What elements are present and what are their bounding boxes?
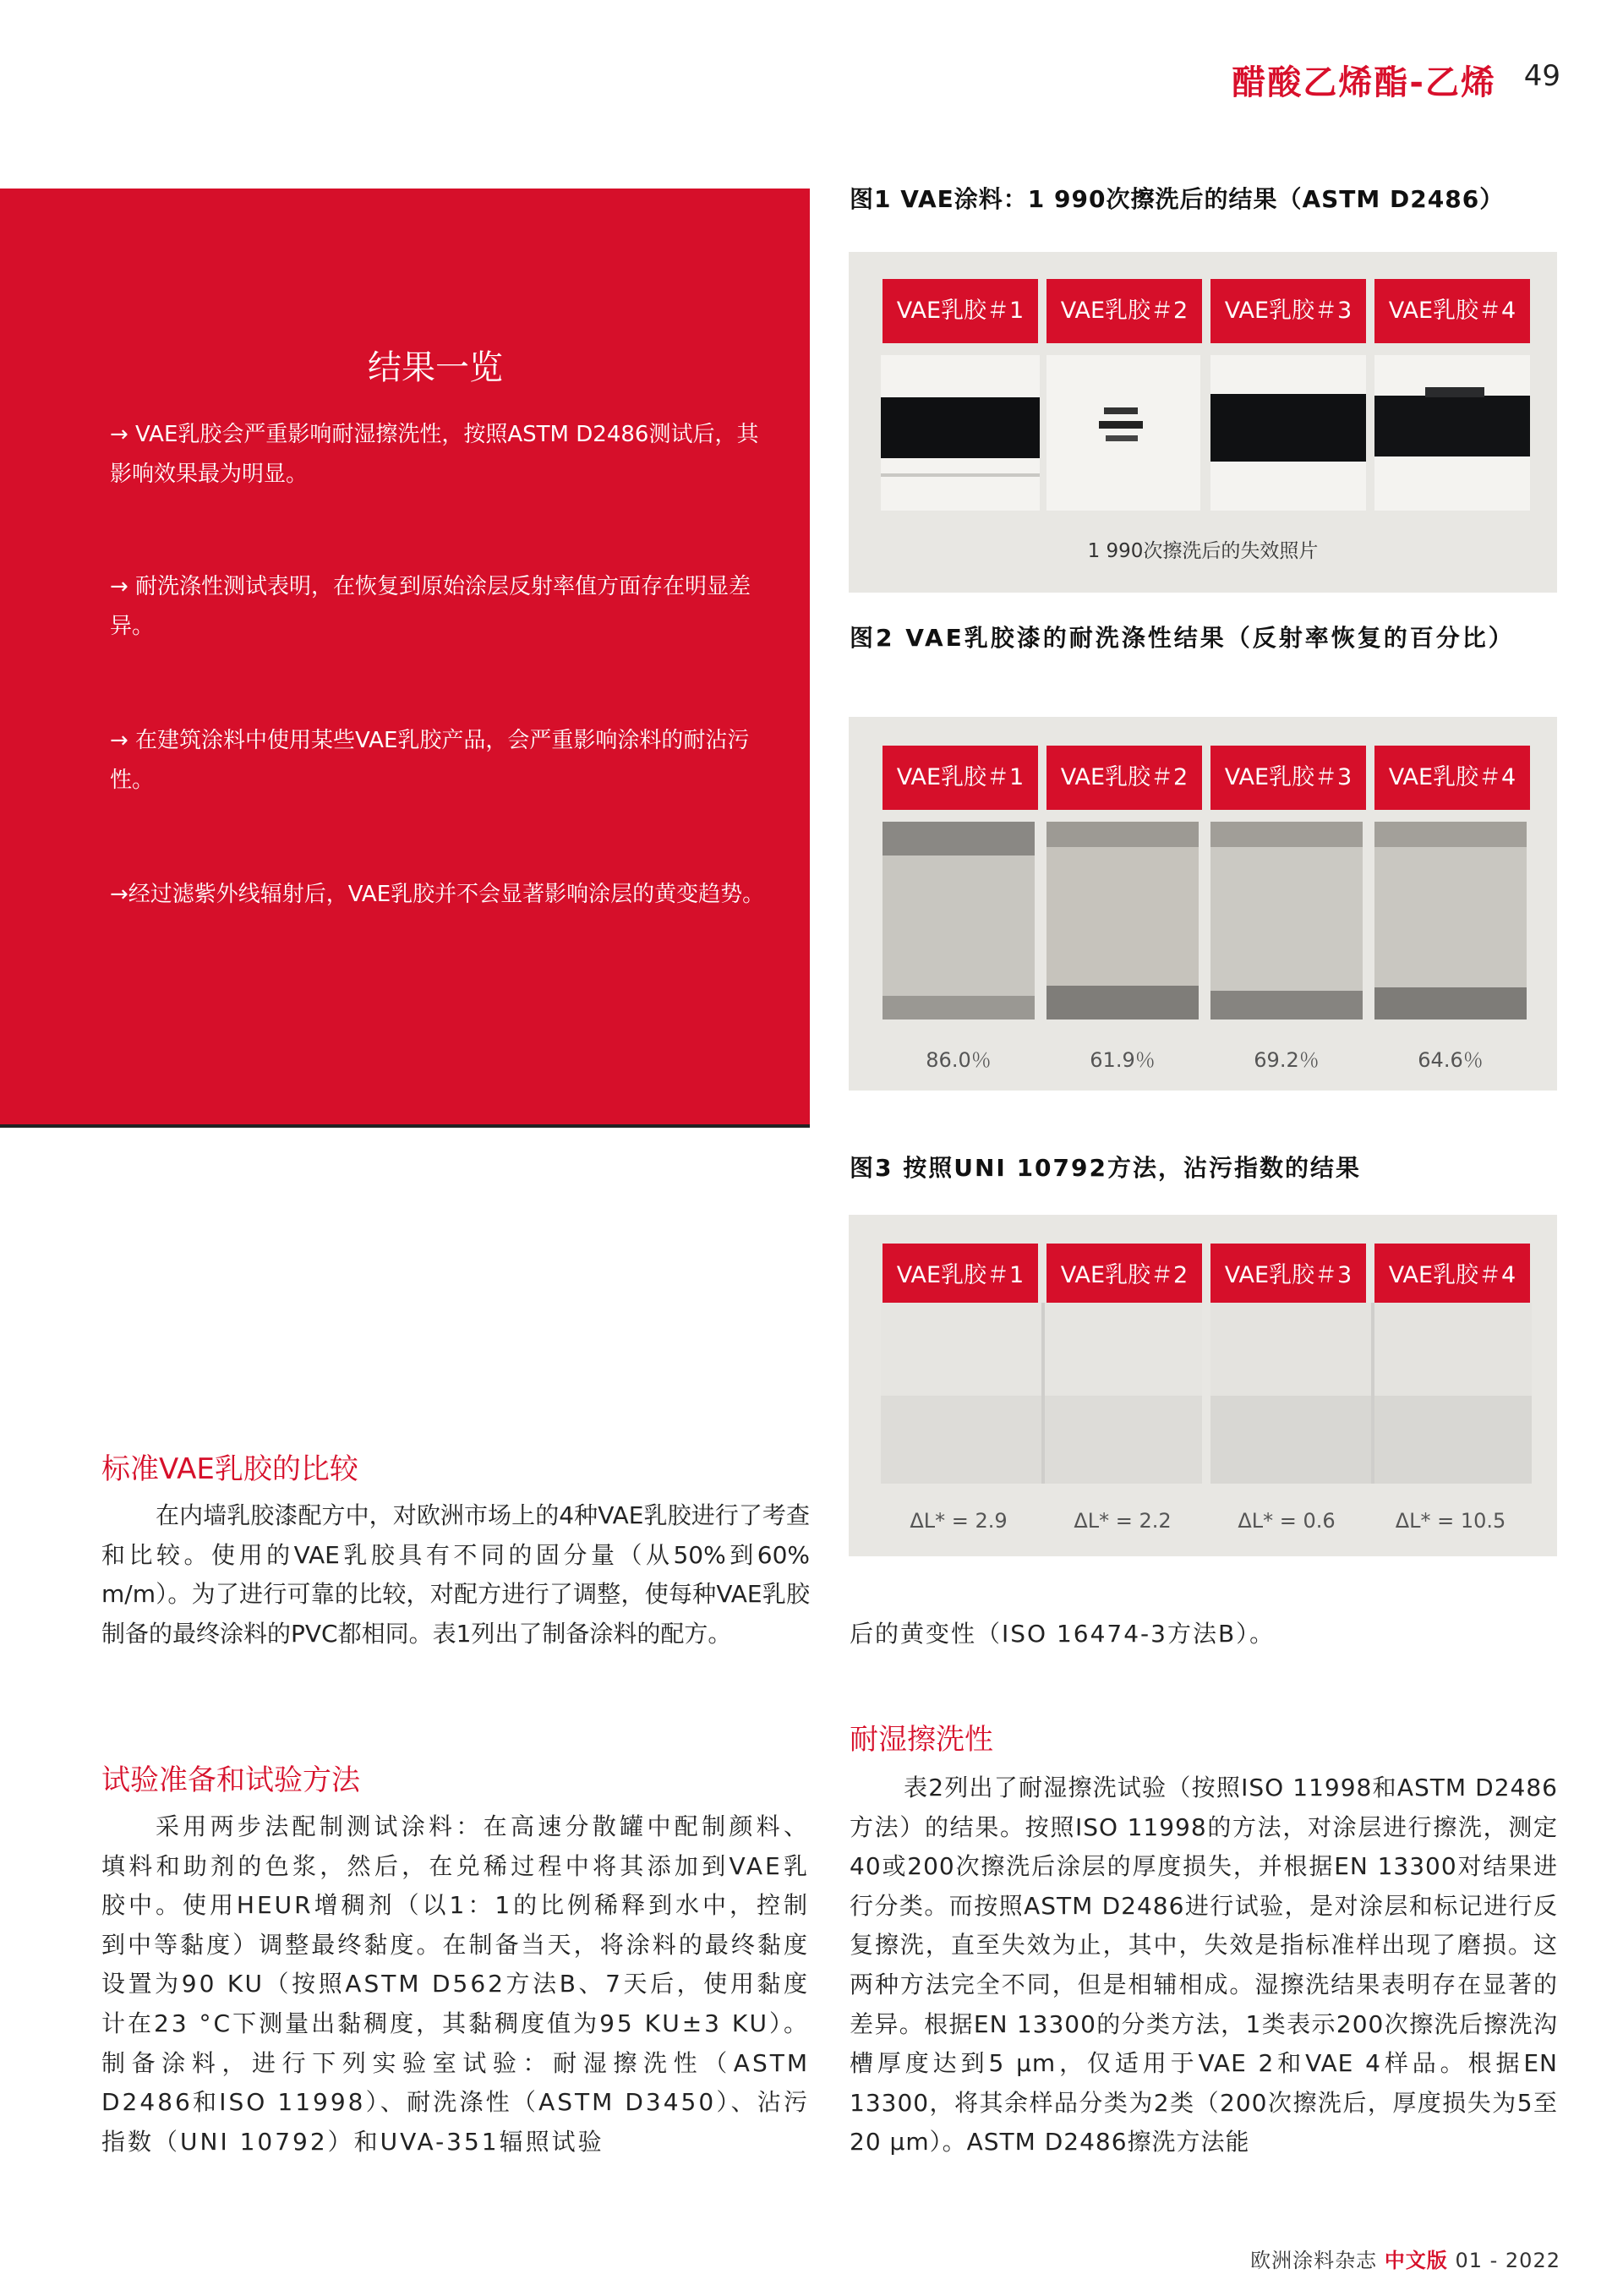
sample-chip-2: VAE乳胶＃2: [1046, 746, 1202, 810]
scrub-photo-2: [1046, 355, 1200, 511]
magazine-name: 欧洲涂料杂志: [1250, 2249, 1378, 2272]
scrub-photo-3: [1210, 355, 1366, 511]
section-heading: 试验准备和试验方法: [101, 1763, 360, 1797]
sample-chip-4: VAE乳胶＃4: [1374, 746, 1530, 810]
summary-item: → VAE乳胶会严重影响耐湿擦洗性，按照ASTM D2486测试后，其影响效果最为明显。: [110, 422, 759, 487]
figure-3-caption: 图3 按照UNI 10792方法，沾污指数的结果: [850, 1154, 1361, 1182]
figure-2-caption: 图2 VAE乳胶漆的耐洗涤性结果（反射率恢复的百分比）: [850, 624, 1515, 652]
soil-index-3: ΔL* = 0.6: [1238, 1509, 1336, 1533]
wash-photo-4: [1374, 822, 1527, 1020]
edition-label: 中文版: [1384, 2249, 1448, 2272]
continuation-text: 后的黄变性（ISO 16474-3方法B）。: [850, 1620, 1276, 1648]
scrub-photo-1: [881, 355, 1040, 511]
figure-3-panel: [849, 1215, 1557, 1556]
summary-item: →经过滤紫外线辐射后，VAE乳胶并不会显著影响涂层的黄变趋势。: [110, 882, 765, 907]
sample-chip-4: VAE乳胶＃4: [1374, 1244, 1530, 1308]
reflectance-value-1: 86.0％: [926, 1048, 992, 1072]
sample-chip-3: VAE乳胶＃3: [1210, 746, 1366, 810]
footer: [1250, 2244, 1560, 2273]
summary-title: 结果一览: [368, 348, 503, 387]
sample-chip-1: VAE乳胶＃1: [883, 746, 1038, 810]
reflectance-value-3: 69.2％: [1254, 1048, 1320, 1072]
reflectance-value-4: 64.6％: [1418, 1048, 1484, 1072]
sample-chip-3: VAE乳胶＃3: [1210, 279, 1366, 343]
sample-chip-2: VAE乳胶＃2: [1046, 1244, 1202, 1308]
section-paragraph: 表2列出了耐湿擦洗试验（按照ISO 11998和ASTM D2486方法）的结果。按照ISO 11998的方法，对涂层进行擦洗，测定40或200次擦洗后涂层的厚度损失，并根据EN 13300对结果进行分类。而按照ASTM D2486进行试验，是对涂层和标记进行反复擦洗，直至失效为止，其中，失效是指标准样出现了磨损。这两种方法完全不同，但是相辅相成。湿擦洗结果表明存在显著的差异。根据EN 13300的分类方法，1类表示200次擦洗后擦洗沟槽厚度达到5 μm，仅适用于VAE 2和VAE 4样品。根据EN 13300，将其余样品分类为2类（200次擦洗后，厚度损失为5至20 μm）。ASTM D2486擦洗方法能: [850, 1774, 1558, 2157]
soil-index-1: ΔL* = 2.9: [910, 1509, 1008, 1533]
wash-photo-1: [883, 822, 1035, 1020]
soil-index-4: ΔL* = 10.5: [1395, 1509, 1506, 1533]
summary-item: → 耐洗涤性测试表明，在恢复到原始涂层反射率值方面存在明显差异。: [110, 574, 751, 639]
figure-1-note: 1 990次擦洗后的失效照片: [1087, 540, 1319, 562]
wash-photo-3: [1210, 822, 1363, 1020]
section-title: 醋酸乙烯酯-乙烯: [1232, 63, 1496, 102]
issue-number: 01 - 2022: [1455, 2249, 1560, 2272]
sample-chip-3: VAE乳胶＃3: [1210, 1244, 1366, 1308]
soil-photo-1-2: [881, 1303, 1202, 1484]
section-heading: 标准VAE乳胶的比较: [101, 1452, 358, 1486]
figure-1-panel: [849, 252, 1557, 593]
figure-2-panel: [849, 717, 1557, 1091]
sample-chip-1: VAE乳胶＃1: [883, 1244, 1038, 1308]
page-number: 49: [1523, 59, 1560, 93]
summary-box: [0, 189, 810, 1124]
soil-index-2: ΔL* = 2.2: [1074, 1509, 1172, 1533]
reflectance-value-2: 61.9％: [1090, 1048, 1156, 1072]
scrub-photo-4: [1374, 355, 1530, 511]
section-paragraph: 采用两步法配制测试涂料：在高速分散罐中配制颜料、填料和助剂的色浆，然后，在兑稀过程中将其添加到VAE乳胶中。使用HEUR增稠剂（以1：1的比例稀释到水中，控制到中等黏度）调整最终黏度。在制备当天，将涂料的最终黏度设置为90 KU（按照ASTM D562方法B、7天后，使用黏度计在23 °C下测量出黏稠度，其黏稠度值为95 KU±3 KU）。制备涂料，进行下列实验室试验：耐湿擦洗性（ASTM D2486和ISO 11998）、耐洗涤性（ASTM D3450）、沾污指数（UNI 10792）和UVA-351辐照试验: [101, 1812, 810, 2156]
sample-chip-4: VAE乳胶＃4: [1374, 279, 1530, 343]
soil-photo-3-4: [1210, 1303, 1532, 1484]
figure-1-caption: 图1 VAE涂料：1 990次擦洗后的结果（ASTM D2486）: [850, 185, 1505, 213]
summary-item: → 在建筑涂料中使用某些VAE乳胶产品，会严重影响涂料的耐沾污性。: [110, 728, 750, 793]
sample-chip-2: VAE乳胶＃2: [1046, 279, 1202, 343]
wash-photo-2: [1046, 822, 1199, 1020]
section-paragraph: 在内墙乳胶漆配方中，对欧洲市场上的4种VAE乳胶进行了考查和比较。使用的VAE乳胶具有不同的固分量（从50%到60% m/m）。为了进行可靠的比较，对配方进行了调整，使每种VAE乳胶制备的最终涂料的PVC都相同。表1列出了制备涂料的配方。: [101, 1501, 810, 1648]
section-heading: 耐湿擦洗性: [850, 1723, 993, 1757]
sample-chip-1: VAE乳胶＃1: [883, 279, 1038, 343]
